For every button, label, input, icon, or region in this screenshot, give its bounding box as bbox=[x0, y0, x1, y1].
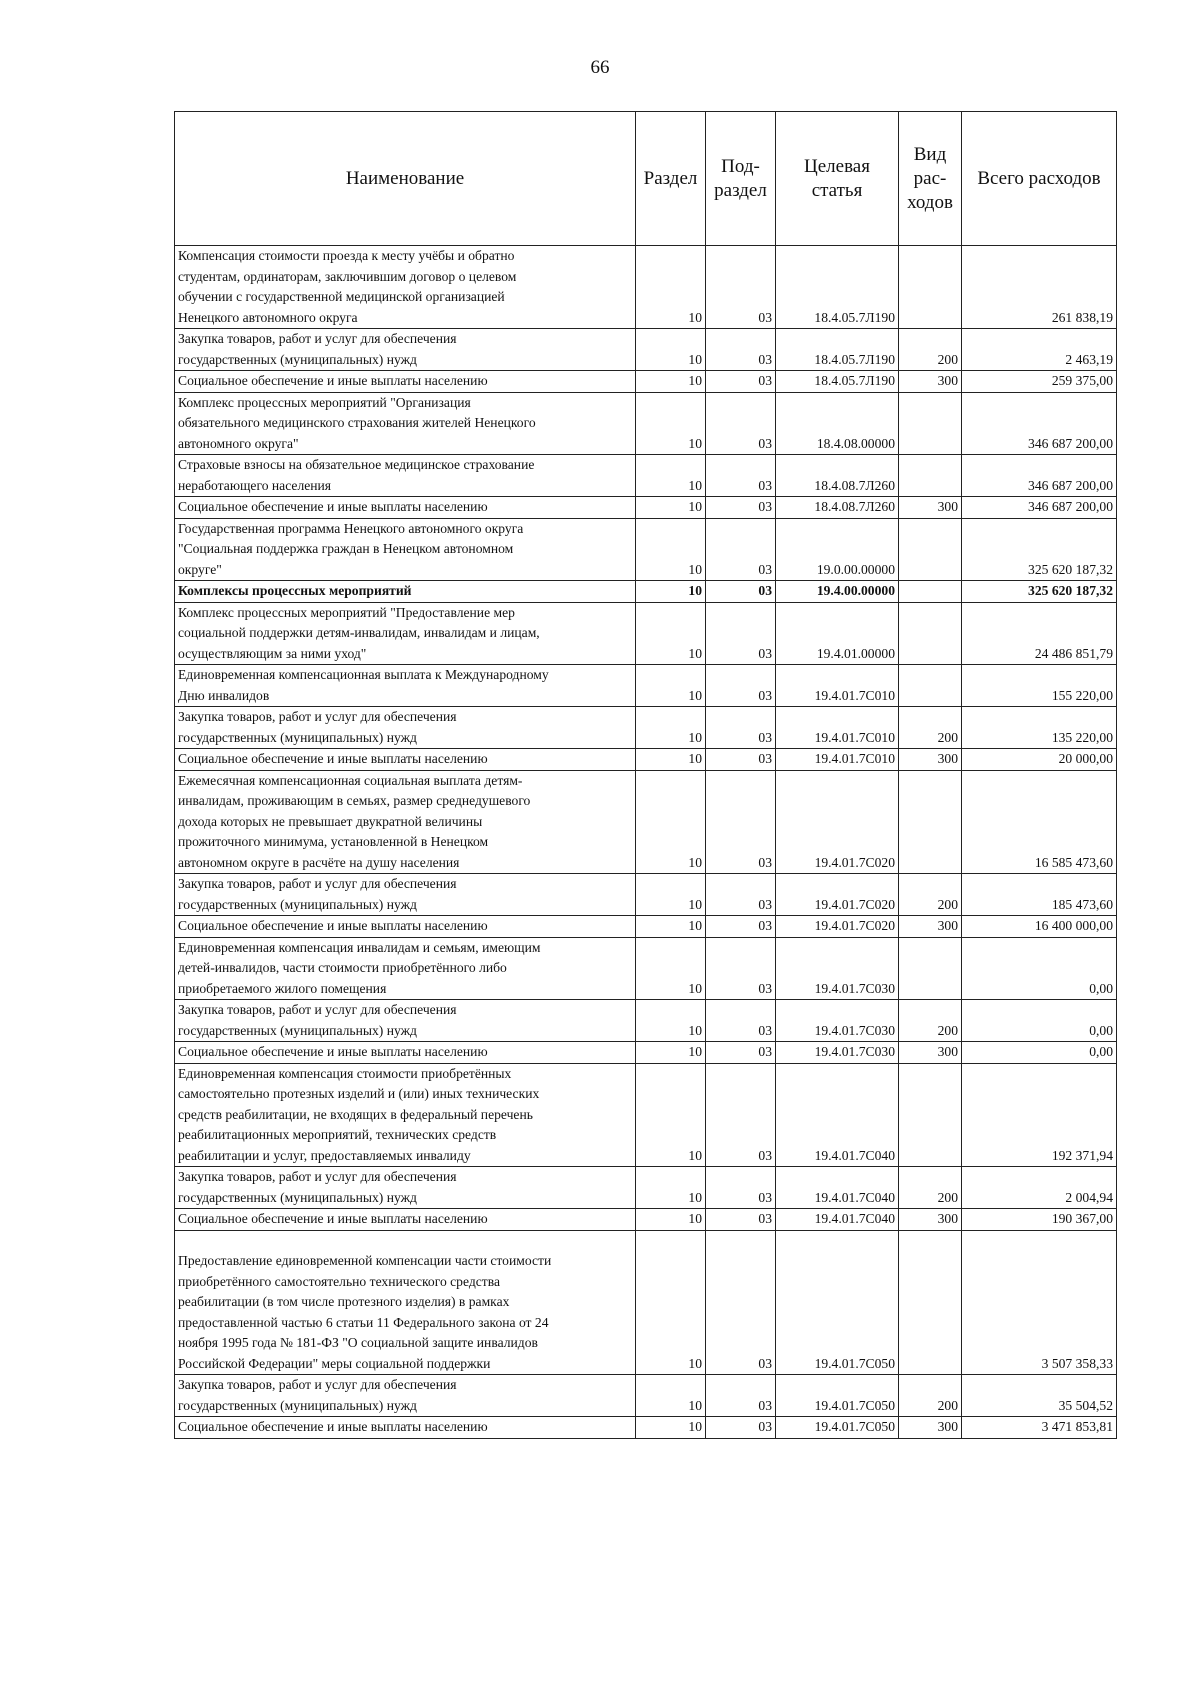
row-razdel: 10 bbox=[636, 1167, 706, 1209]
row-celevaya-statya: 19.4.00.00000 bbox=[776, 581, 899, 603]
table-body bbox=[175, 246, 1117, 1439]
row-celevaya-statya: 18.4.08.7Л260 bbox=[776, 455, 899, 497]
row-celevaya-statya: 19.4.01.7С030 bbox=[776, 937, 899, 1000]
row-vid-rashodov bbox=[899, 392, 962, 455]
row-podrazdel: 03 bbox=[706, 1417, 776, 1439]
row-podrazdel: 03 bbox=[706, 602, 776, 665]
row-celevaya-statya: 18.4.05.7Л190 bbox=[776, 246, 899, 329]
table-row bbox=[175, 1063, 1117, 1167]
row-podrazdel: 03 bbox=[706, 497, 776, 519]
table-row bbox=[175, 1375, 1117, 1417]
row-vid-rashodov: 300 bbox=[899, 1042, 962, 1064]
row-podrazdel: 03 bbox=[706, 707, 776, 749]
row-celevaya-statya: 19.4.01.7С050 bbox=[776, 1375, 899, 1417]
row-vid-rashodov: 300 bbox=[899, 1417, 962, 1439]
row-vid-rashodov bbox=[899, 602, 962, 665]
row-razdel: 10 bbox=[636, 665, 706, 707]
row-celevaya-statya: 19.4.01.7С030 bbox=[776, 1000, 899, 1042]
row-podrazdel: 03 bbox=[706, 581, 776, 603]
row-podrazdel: 03 bbox=[706, 937, 776, 1000]
row-name: Единовременная компенсация инвалидам и семьям, имеющим детей-инвалидов, части стоимости приобретённого либо приобретаемого жилого помещения bbox=[175, 937, 636, 1000]
row-podrazdel: 03 bbox=[706, 1042, 776, 1064]
table-row bbox=[175, 770, 1117, 874]
row-total: 190 367,00 bbox=[962, 1209, 1117, 1231]
row-vid-rashodov bbox=[899, 937, 962, 1000]
row-podrazdel: 03 bbox=[706, 371, 776, 393]
row-name: Предоставление единовременной компенсации части стоимости приобретённого самостоятельно технического средства реабилитации (в том числе протезного изделия) в рамках предоставленной частью 6 статьи 11 Федерального закона от 24 ноября 1995 года № 181-ФЗ "О социальной защите инвалидов Российской Федерации" меры социальной поддержки bbox=[175, 1230, 636, 1375]
table-row bbox=[175, 455, 1117, 497]
row-podrazdel: 03 bbox=[706, 1063, 776, 1167]
row-vid-rashodov bbox=[899, 665, 962, 707]
row-razdel: 10 bbox=[636, 497, 706, 519]
table-row bbox=[175, 392, 1117, 455]
row-vid-rashodov: 200 bbox=[899, 1167, 962, 1209]
row-razdel: 10 bbox=[636, 1375, 706, 1417]
table-header bbox=[175, 112, 1117, 246]
table-row bbox=[175, 1417, 1117, 1439]
row-total: 24 486 851,79 bbox=[962, 602, 1117, 665]
row-celevaya-statya: 18.4.08.7Л260 bbox=[776, 497, 899, 519]
row-celevaya-statya: 18.4.05.7Л190 bbox=[776, 329, 899, 371]
row-total: 0,00 bbox=[962, 1000, 1117, 1042]
row-total: 35 504,52 bbox=[962, 1375, 1117, 1417]
row-total: 346 687 200,00 bbox=[962, 497, 1117, 519]
row-podrazdel: 03 bbox=[706, 392, 776, 455]
row-podrazdel: 03 bbox=[706, 1209, 776, 1231]
row-name: Социальное обеспечение и иные выплаты населению bbox=[175, 497, 636, 519]
row-celevaya-statya: 19.4.01.7С010 bbox=[776, 665, 899, 707]
row-vid-rashodov: 300 bbox=[899, 1209, 962, 1231]
row-razdel: 10 bbox=[636, 246, 706, 329]
row-podrazdel: 03 bbox=[706, 665, 776, 707]
row-total: 0,00 bbox=[962, 937, 1117, 1000]
table-row bbox=[175, 874, 1117, 916]
row-razdel: 10 bbox=[636, 1209, 706, 1231]
row-name: Закупка товаров, работ и услуг для обеспечения государственных (муниципальных) нужд bbox=[175, 874, 636, 916]
table-row bbox=[175, 1042, 1117, 1064]
table-row bbox=[175, 665, 1117, 707]
table-row bbox=[175, 246, 1117, 329]
row-vid-rashodov: 200 bbox=[899, 1000, 962, 1042]
row-total: 325 620 187,32 bbox=[962, 581, 1117, 603]
row-podrazdel: 03 bbox=[706, 916, 776, 938]
row-vid-rashodov: 200 bbox=[899, 707, 962, 749]
row-celevaya-statya: 19.4.01.7С040 bbox=[776, 1167, 899, 1209]
row-name: Ежемесячная компенсационная социальная выплата детям- инвалидам, проживающим в семьях, размер среднедушевого дохода которых не превышает двукратной величины прожиточного минимума, установленной в Ненецком автономном округе в расчёте на душу населения bbox=[175, 770, 636, 874]
row-vid-rashodov: 200 bbox=[899, 874, 962, 916]
row-vid-rashodov bbox=[899, 455, 962, 497]
row-razdel: 10 bbox=[636, 1000, 706, 1042]
header-vid-rashodov: Вид рас- ходов bbox=[899, 112, 962, 246]
row-celevaya-statya: 19.0.00.00000 bbox=[776, 518, 899, 581]
row-vid-rashodov bbox=[899, 581, 962, 603]
row-name: Социальное обеспечение и иные выплаты населению bbox=[175, 371, 636, 393]
row-celevaya-statya: 19.4.01.7С020 bbox=[776, 770, 899, 874]
table-row bbox=[175, 916, 1117, 938]
row-podrazdel: 03 bbox=[706, 1375, 776, 1417]
table-row bbox=[175, 371, 1117, 393]
row-vid-rashodov bbox=[899, 770, 962, 874]
table-row bbox=[175, 749, 1117, 771]
row-vid-rashodov: 300 bbox=[899, 916, 962, 938]
row-celevaya-statya: 19.4.01.7С030 bbox=[776, 1042, 899, 1064]
row-name: Закупка товаров, работ и услуг для обеспечения государственных (муниципальных) нужд bbox=[175, 1167, 636, 1209]
row-razdel: 10 bbox=[636, 937, 706, 1000]
row-total: 346 687 200,00 bbox=[962, 455, 1117, 497]
row-vid-rashodov: 200 bbox=[899, 1375, 962, 1417]
row-celevaya-statya: 19.4.01.00000 bbox=[776, 602, 899, 665]
row-name: Государственная программа Ненецкого автономного округа "Социальная поддержка граждан в Ненецком автономном округе" bbox=[175, 518, 636, 581]
row-total: 16 400 000,00 bbox=[962, 916, 1117, 938]
table-row bbox=[175, 1230, 1117, 1375]
row-total: 3 507 358,33 bbox=[962, 1230, 1117, 1375]
row-total: 0,00 bbox=[962, 1042, 1117, 1064]
row-name: Социальное обеспечение и иные выплаты населению bbox=[175, 1042, 636, 1064]
row-vid-rashodov: 300 bbox=[899, 497, 962, 519]
header-total: Всего расходов bbox=[962, 112, 1117, 246]
row-podrazdel: 03 bbox=[706, 1167, 776, 1209]
row-celevaya-statya: 19.4.01.7С040 bbox=[776, 1209, 899, 1231]
row-razdel: 10 bbox=[636, 707, 706, 749]
row-total: 20 000,00 bbox=[962, 749, 1117, 771]
row-razdel: 10 bbox=[636, 1042, 706, 1064]
row-total: 3 471 853,81 bbox=[962, 1417, 1117, 1439]
row-name: Социальное обеспечение и иные выплаты населению bbox=[175, 916, 636, 938]
row-celevaya-statya: 19.4.01.7С020 bbox=[776, 916, 899, 938]
row-razdel: 10 bbox=[636, 329, 706, 371]
row-name: Комплексы процессных мероприятий bbox=[175, 581, 636, 603]
row-name: Закупка товаров, работ и услуг для обеспечения государственных (муниципальных) нужд bbox=[175, 329, 636, 371]
row-razdel: 10 bbox=[636, 581, 706, 603]
row-name: Компенсация стоимости проезда к месту учёбы и обратно студентам, ординаторам, заключившим договор о целевом обучении с государственной медицинской организацией Ненецкого автономного округа bbox=[175, 246, 636, 329]
row-podrazdel: 03 bbox=[706, 246, 776, 329]
row-name: Социальное обеспечение и иные выплаты населению bbox=[175, 1417, 636, 1439]
row-razdel: 10 bbox=[636, 1063, 706, 1167]
row-celevaya-statya: 19.4.01.7С010 bbox=[776, 707, 899, 749]
row-celevaya-statya: 19.4.01.7С040 bbox=[776, 1063, 899, 1167]
row-celevaya-statya: 19.4.01.7С020 bbox=[776, 874, 899, 916]
row-total: 192 371,94 bbox=[962, 1063, 1117, 1167]
row-vid-rashodov bbox=[899, 518, 962, 581]
table-row bbox=[175, 1209, 1117, 1231]
row-podrazdel: 03 bbox=[706, 749, 776, 771]
row-vid-rashodov bbox=[899, 1230, 962, 1375]
row-name: Комплекс процессных мероприятий "Организация обязательного медицинского страхования жителей Ненецкого автономного округа" bbox=[175, 392, 636, 455]
header-name: Наименование bbox=[175, 112, 636, 246]
row-podrazdel: 03 bbox=[706, 1000, 776, 1042]
row-celevaya-statya: 19.4.01.7С050 bbox=[776, 1230, 899, 1375]
row-razdel: 10 bbox=[636, 1417, 706, 1439]
row-vid-rashodov: 200 bbox=[899, 329, 962, 371]
row-total: 185 473,60 bbox=[962, 874, 1117, 916]
table-row bbox=[175, 1167, 1117, 1209]
table-row bbox=[175, 497, 1117, 519]
table-row bbox=[175, 518, 1117, 581]
row-razdel: 10 bbox=[636, 392, 706, 455]
header-podrazdel: Под- раздел bbox=[706, 112, 776, 246]
row-total: 16 585 473,60 bbox=[962, 770, 1117, 874]
row-razdel: 10 bbox=[636, 371, 706, 393]
row-celevaya-statya: 18.4.05.7Л190 bbox=[776, 371, 899, 393]
row-razdel: 10 bbox=[636, 874, 706, 916]
row-podrazdel: 03 bbox=[706, 455, 776, 497]
row-total: 2 004,94 bbox=[962, 1167, 1117, 1209]
header-razdel: Раздел bbox=[636, 112, 706, 246]
row-razdel: 10 bbox=[636, 1230, 706, 1375]
page-number: 66 bbox=[590, 57, 610, 78]
row-total: 155 220,00 bbox=[962, 665, 1117, 707]
row-podrazdel: 03 bbox=[706, 874, 776, 916]
row-podrazdel: 03 bbox=[706, 518, 776, 581]
row-name: Социальное обеспечение и иные выплаты населению bbox=[175, 749, 636, 771]
row-vid-rashodov bbox=[899, 1063, 962, 1167]
row-podrazdel: 03 bbox=[706, 329, 776, 371]
table-row bbox=[175, 602, 1117, 665]
row-total: 325 620 187,32 bbox=[962, 518, 1117, 581]
row-vid-rashodov bbox=[899, 246, 962, 329]
row-podrazdel: 03 bbox=[706, 770, 776, 874]
table-row bbox=[175, 707, 1117, 749]
row-vid-rashodov: 300 bbox=[899, 749, 962, 771]
row-name: Закупка товаров, работ и услуг для обеспечения государственных (муниципальных) нужд bbox=[175, 1375, 636, 1417]
table-row bbox=[175, 581, 1117, 603]
row-vid-rashodov: 300 bbox=[899, 371, 962, 393]
row-total: 2 463,19 bbox=[962, 329, 1117, 371]
row-razdel: 10 bbox=[636, 770, 706, 874]
row-name: Единовременная компенсационная выплата к Международному Дню инвалидов bbox=[175, 665, 636, 707]
row-razdel: 10 bbox=[636, 602, 706, 665]
row-name: Комплекс процессных мероприятий "Предоставление мер социальной поддержки детям-инвалидам, инвалидам и лицам, осуществляющим за ними уход" bbox=[175, 602, 636, 665]
row-total: 346 687 200,00 bbox=[962, 392, 1117, 455]
row-name: Социальное обеспечение и иные выплаты населению bbox=[175, 1209, 636, 1231]
budget-table bbox=[174, 111, 1117, 1439]
row-name: Закупка товаров, работ и услуг для обеспечения государственных (муниципальных) нужд bbox=[175, 1000, 636, 1042]
row-razdel: 10 bbox=[636, 749, 706, 771]
row-name: Страховые взносы на обязательное медицинское страхование неработающего населения bbox=[175, 455, 636, 497]
row-total: 259 375,00 bbox=[962, 371, 1117, 393]
row-celevaya-statya: 19.4.01.7С010 bbox=[776, 749, 899, 771]
row-name: Закупка товаров, работ и услуг для обеспечения государственных (муниципальных) нужд bbox=[175, 707, 636, 749]
row-name: Единовременная компенсация стоимости приобретённых самостоятельно протезных изделий и (или) иных технических средств реабилитации, не входящих в федеральный перечень реабилитационных мероприятий, технических средств реабилитации и услуг, предоставляемых инвалиду bbox=[175, 1063, 636, 1167]
table-row bbox=[175, 329, 1117, 371]
table-row bbox=[175, 1000, 1117, 1042]
row-podrazdel: 03 bbox=[706, 1230, 776, 1375]
row-razdel: 10 bbox=[636, 916, 706, 938]
row-celevaya-statya: 18.4.08.00000 bbox=[776, 392, 899, 455]
header-celevaya-statya: Целевая статья bbox=[776, 112, 899, 246]
row-total: 261 838,19 bbox=[962, 246, 1117, 329]
table-row bbox=[175, 937, 1117, 1000]
row-razdel: 10 bbox=[636, 455, 706, 497]
row-celevaya-statya: 19.4.01.7С050 bbox=[776, 1417, 899, 1439]
row-razdel: 10 bbox=[636, 518, 706, 581]
row-total: 135 220,00 bbox=[962, 707, 1117, 749]
